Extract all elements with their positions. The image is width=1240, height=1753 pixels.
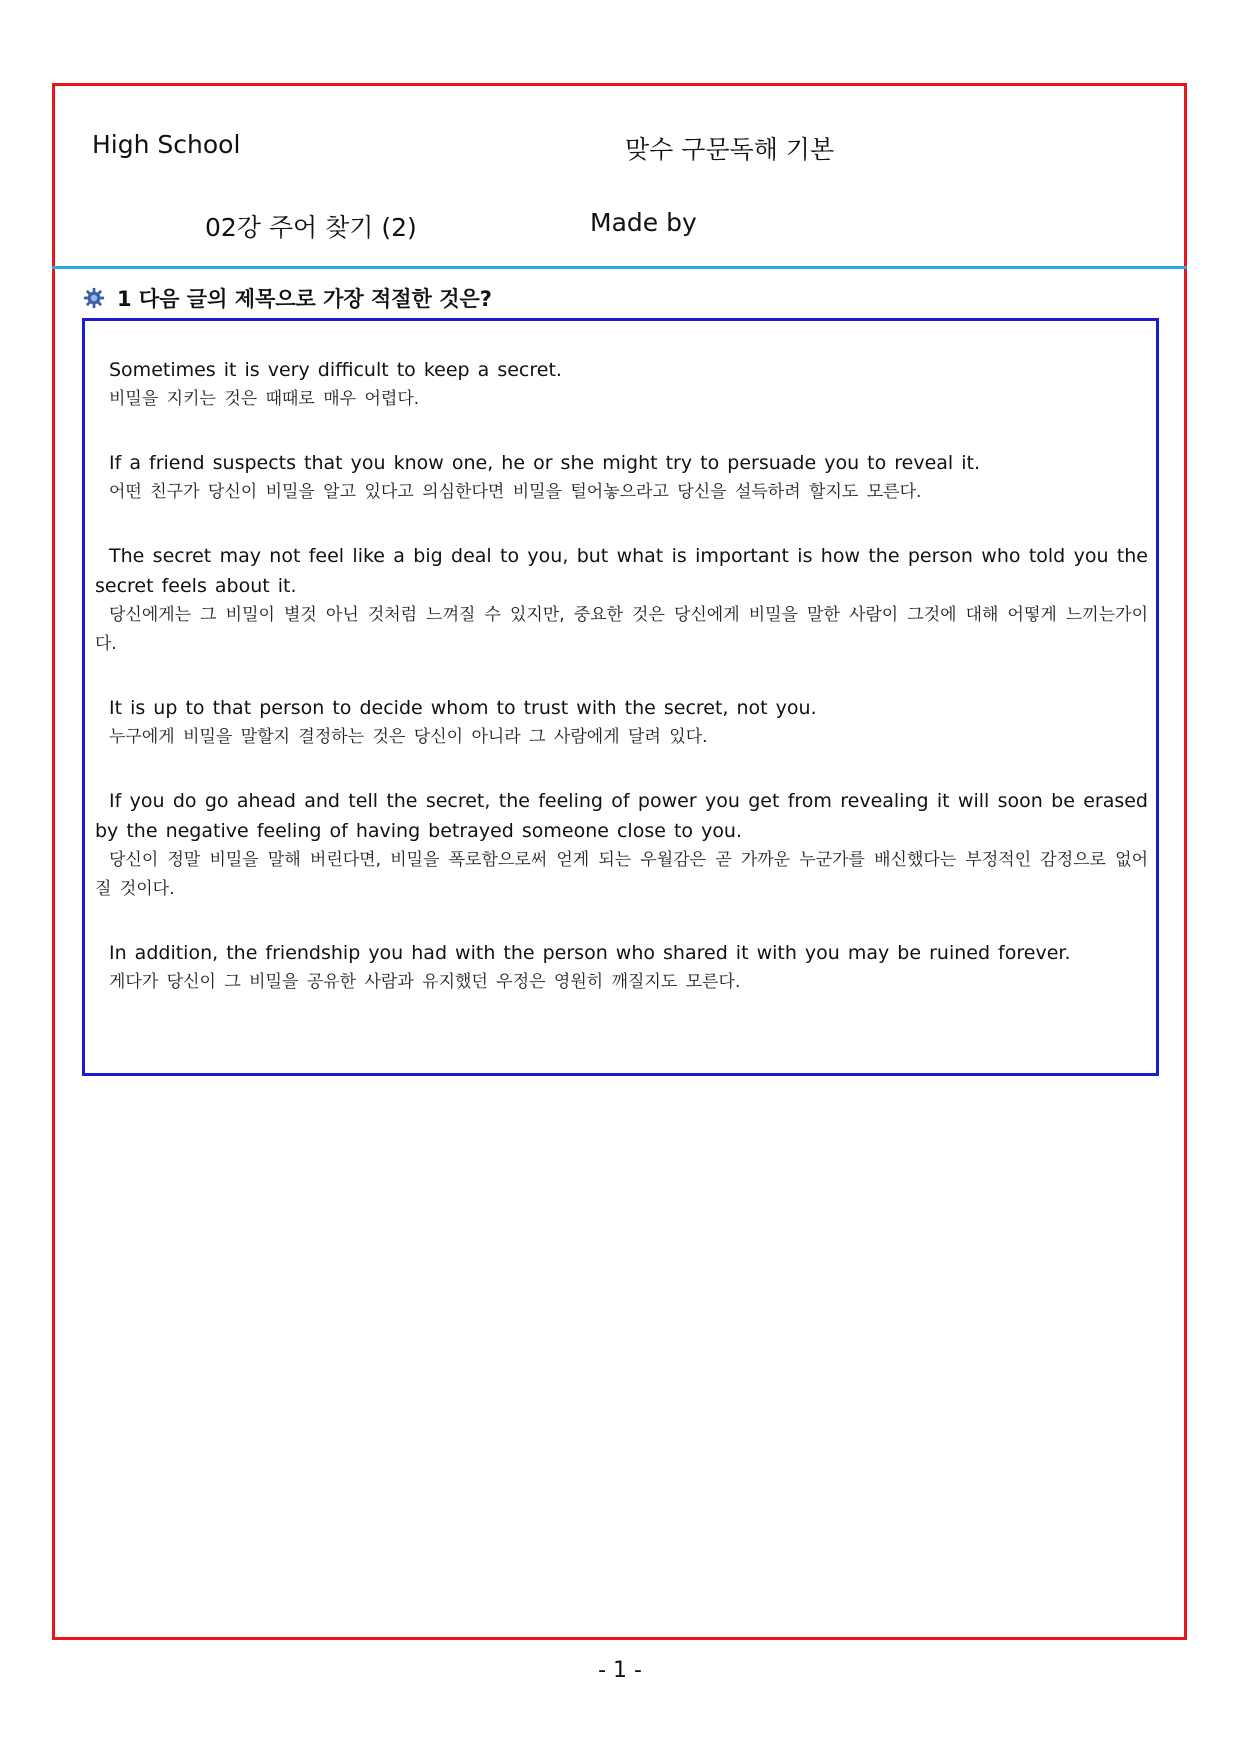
passage-sentence <box>95 541 1148 659</box>
passage-sentence <box>95 448 1148 507</box>
korean-translation: 당신이 정말 비밀을 말해 버린다면, 비밀을 폭로함으로써 얻게 되는 우월감은 곧 가까운 누군가를 배신했다는 부정적인 감정으로 없어질 것이다. <box>95 850 1148 899</box>
korean-translation: 게다가 당신이 그 비밀을 공유한 사람과 유지했던 우정은 영원히 깨질지도 모른다. <box>109 972 741 992</box>
passage-sentence <box>95 786 1148 904</box>
english-sentence: It is up to that person to decide whom to trust with the secret, not you. <box>109 697 817 719</box>
korean-translation: 당신에게는 그 비밀이 별것 아닌 것처럼 느껴질 수 있지만, 중요한 것은 당신에게 비밀을 말한 사람이 그것에 대해 어떻게 느끼는가이다. <box>95 605 1148 654</box>
english-sentence: In addition, the friendship you had with the person who shared it with you may be ruined forever. <box>109 942 1071 964</box>
header-divider <box>52 266 1187 269</box>
passage-sentence <box>95 938 1148 997</box>
english-sentence: The secret may not feel like a big deal to you, but what is important is how the person who told you the secret feels about it. <box>95 545 1148 597</box>
passage-sentence <box>95 693 1148 752</box>
passage-box <box>82 318 1159 1076</box>
lesson-title: 02강 주어 찾기 (2) <box>205 213 417 242</box>
question-text: 1 다음 글의 제목으로 가장 적절한 것은? <box>117 287 492 311</box>
korean-translation: 누구에게 비밀을 말할지 결정하는 것은 당신이 아니라 그 사람에게 달려 있다. <box>109 727 708 747</box>
question-heading <box>83 283 492 313</box>
school-level: High School <box>92 130 241 159</box>
made-by-label: Made by <box>590 208 697 237</box>
korean-translation: 어떤 친구가 당신이 비밀을 알고 있다고 의심한다면 비밀을 털어놓으라고 당신을 설득하려 할지도 모른다. <box>109 482 922 502</box>
passage-sentence <box>95 355 1148 414</box>
english-sentence: If a friend suspects that you know one, he or she might try to persuade you to reveal it. <box>109 452 981 474</box>
english-sentence: If you do go ahead and tell the secret, the feeling of power you get from revealing it will soon be erased by the negative feeling of having betrayed someone close to you. <box>95 790 1148 842</box>
english-sentence: Sometimes it is very difficult to keep a secret. <box>109 359 562 381</box>
page-number: - 1 - <box>598 1658 642 1683</box>
korean-translation: 비밀을 지키는 것은 때때로 매우 어렵다. <box>109 389 420 409</box>
gear-icon <box>83 287 105 309</box>
course-title: 맞수 구문독해 기본 <box>625 135 835 164</box>
